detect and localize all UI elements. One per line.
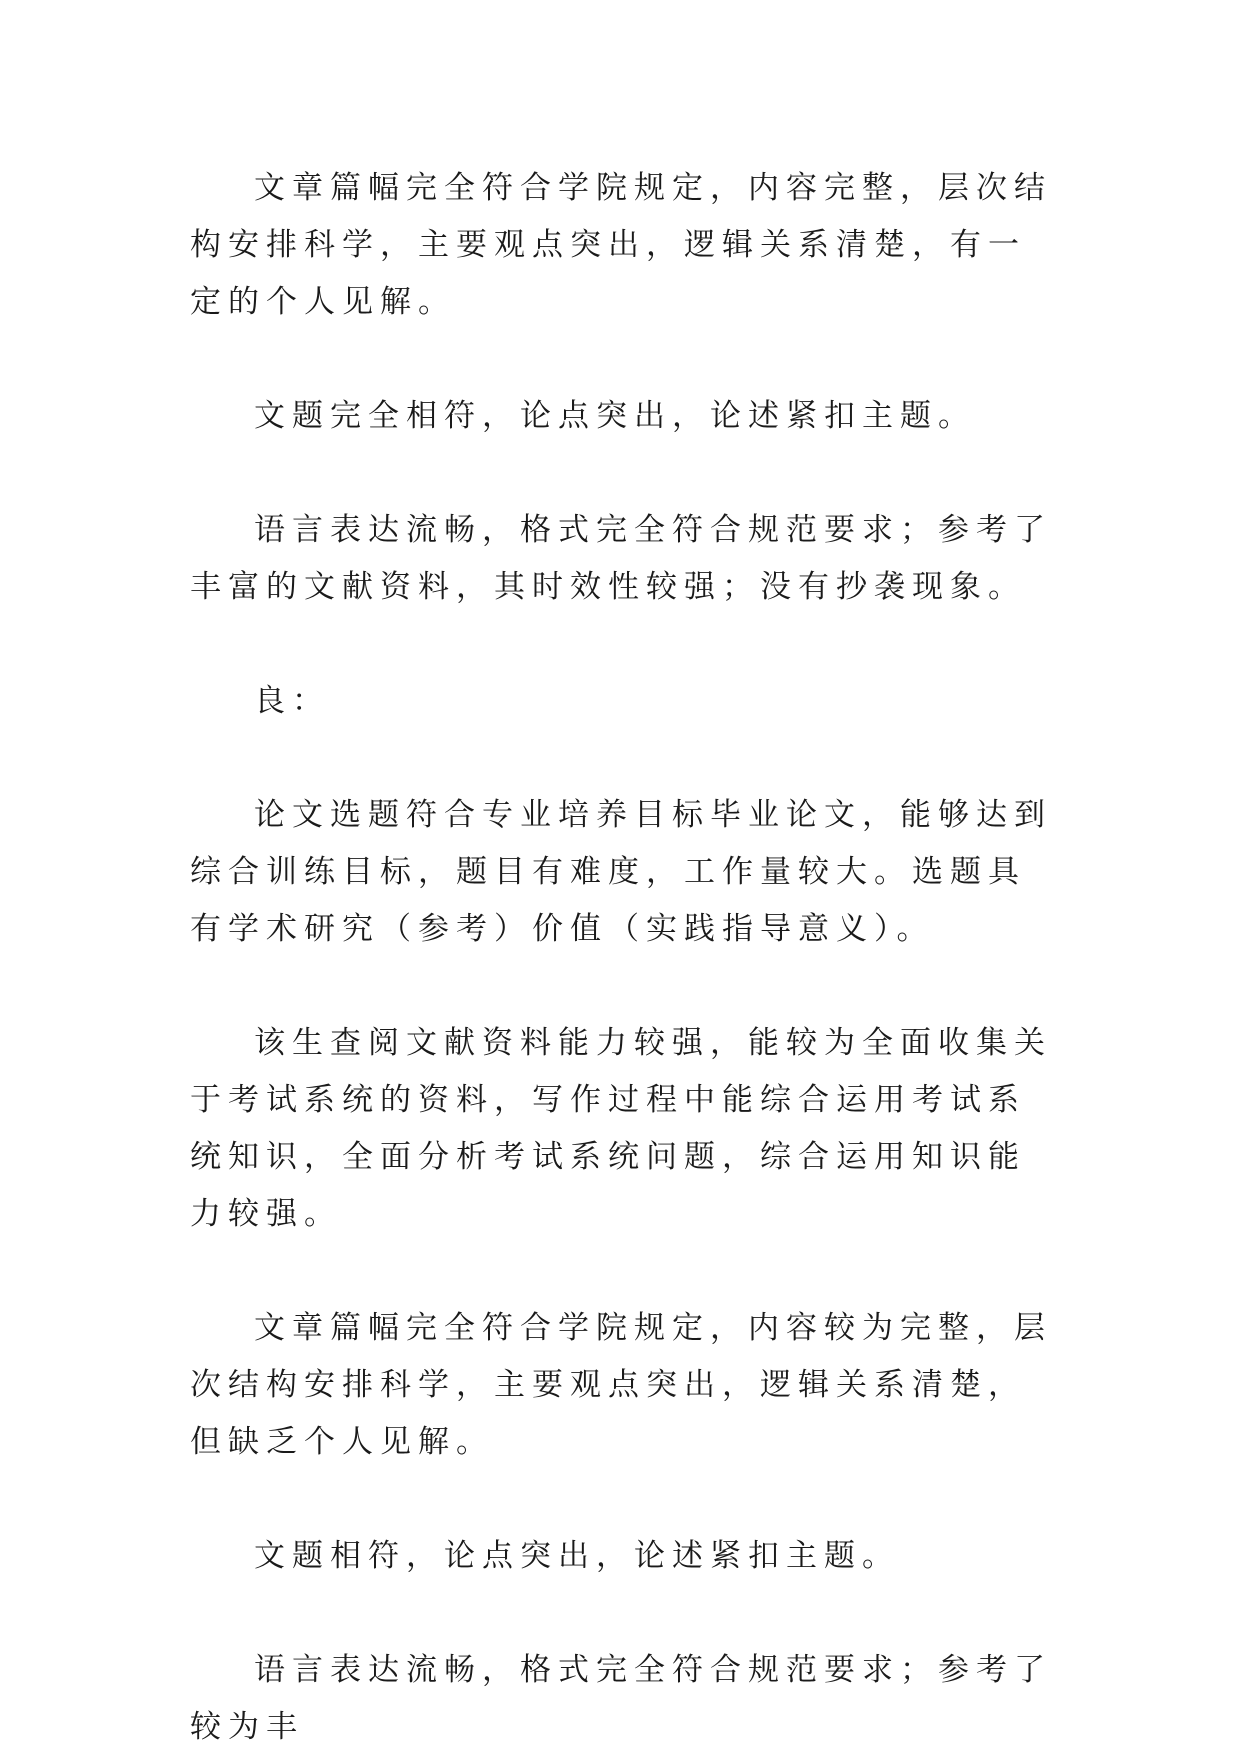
paragraph-literature-review: 该生查阅文献资料能力较强，能较为全面收集关于考试系统的资料，写作过程中能综合运用考试系统知识，全面分析考试系统问题，综合运用知识能力较强。 xyxy=(190,1025,1052,1232)
paragraph-topic-match: 文题完全相符，论点突出，论述紧扣主题。 xyxy=(254,398,976,434)
paragraph-language-format: 语言表达流畅，格式完全符合规范要求；参考了丰富的文献资料，其时效性较强；没有抄袭现象。 xyxy=(190,512,1052,605)
paragraph-thesis-topic: 论文选题符合专业培养目标毕业论文，能够达到综合训练目标，题目有难度，工作量较大。选题具有学术研究（参考）价值（实践指导意义）。 xyxy=(190,797,1052,947)
grade-heading-good: 良： xyxy=(254,683,330,719)
paragraph-article-length: 文章篇幅完全符合学院规定，内容完整，层次结构安排科学，主要观点突出，逻辑关系清楚，有一定的个人见解。 xyxy=(190,170,1052,320)
document-body xyxy=(190,160,1060,1756)
paragraph-article-length-good: 文章篇幅完全符合学院规定，内容较为完整，层次结构安排科学，主要观点突出，逻辑关系清楚，但缺乏个人见解。 xyxy=(190,1310,1052,1460)
paragraph-topic-match-good: 文题相符，论点突出，论述紧扣主题。 xyxy=(254,1538,900,1574)
paragraph-language-format-good: 语言表达流畅，格式完全符合规范要求；参考了较为丰 xyxy=(190,1652,1052,1745)
